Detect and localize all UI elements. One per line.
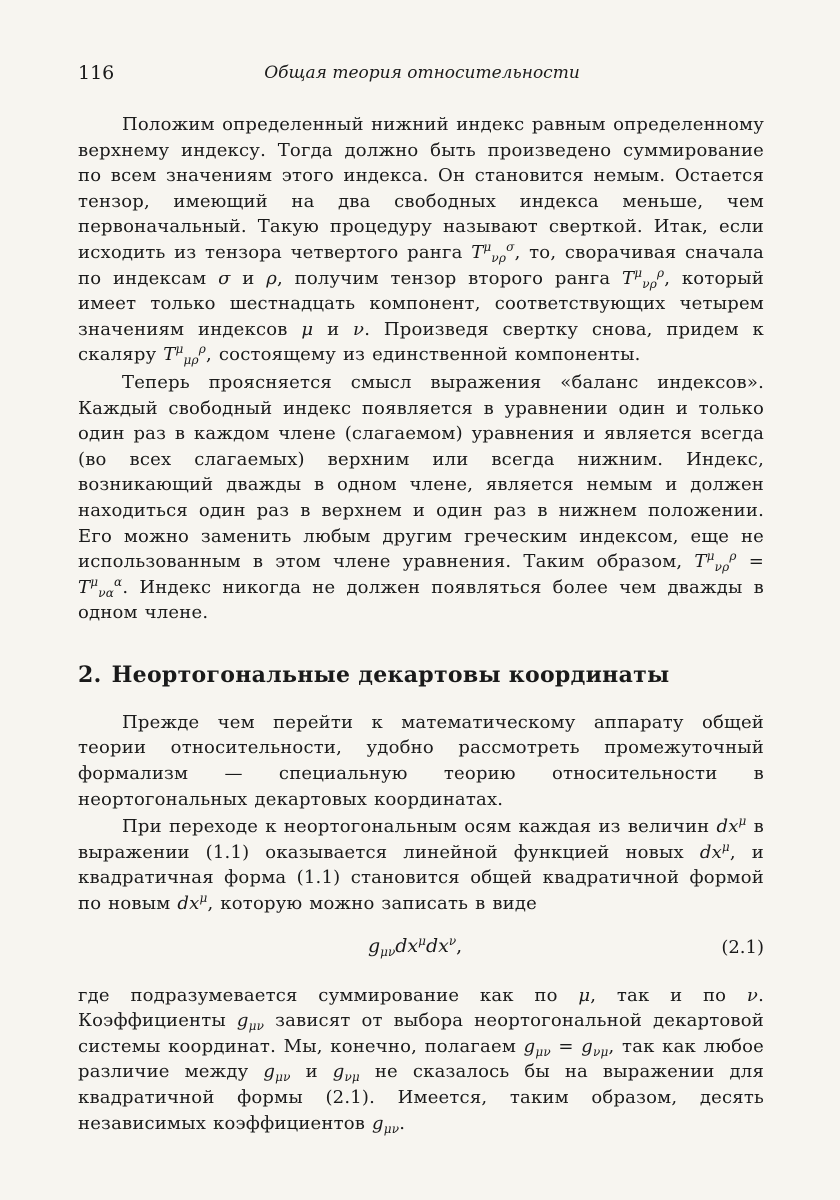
tensor-T-4th-rank: $T^\mu_{\nu\rho}^\sigma$ bbox=[471, 239, 515, 265]
equation-number: (2.1) bbox=[721, 936, 764, 958]
running-title: Общая теория относительности bbox=[264, 63, 580, 83]
page-body bbox=[78, 112, 764, 1136]
paragraph-index-balance: Теперь проясняется смысл выражения «баланс индексов». Каждый свободный индекс появляется в уравнении один и только один раз в каждом члене (слагаемом) уравнения и является всегда (во всех слагаемых) верхним или всегда нижним. Индекс, возникающий дважды в одном члене, является немым и должен находиться один раз в верхнем и один раз в нижнем положении. Его можно заменить любым другим греческим индексом, еще не использованным в этом члене уравнения. Таким образом, $T^\mu_{\nu\rho}^\rho = T^\mu_{\nu\alpha}^\alpha$. Индекс никогда не должен появляться более чем дважды в одном члене. bbox=[78, 371, 764, 624]
paragraph-quadratic-form: При переходе к неортогональным осям каждая из величин $dx^\mu$ в выражении (1.1) оказывается линейной функцией новых $dx^\mu$, и квадратичная форма (1.1) становится общей квадратичной формой по новым $dx^\mu$, которую можно записать в виде bbox=[78, 814, 765, 915]
paragraph-coefficients: где подразумевается суммирование как по μ, так и по ν. Коэффициенты $g_{\mu\nu}$ зависят от выбора неортогональной декартовой системы координат. Мы, конечно, полагаем $g_{\mu\nu} = g_{\nu\mu}$, так как любое различие между $g_{\mu\nu}$ и $g_{\nu\mu}$ не сказалось бы на выражении для квадратичной формы (2.1). Имеется, таким образом, десять независимых коэффициентов $g_{\mu\nu}$. bbox=[78, 984, 765, 1136]
tensor-T-2nd-rank: $T^\mu_{\nu\rho}^\rho$ bbox=[621, 265, 665, 291]
page-number: 116 bbox=[78, 62, 115, 84]
scalar-T: $T^\mu_{\mu\rho}^\rho$ bbox=[163, 342, 207, 368]
paragraph-intro: Прежде чем перейти к математическому аппарату общей теории относительности, удобно рассмотреть промежуточный формализм — специальную теорию относительности в неортогональных декартовых координатах. bbox=[78, 711, 764, 810]
equation-2-1 bbox=[78, 929, 764, 973]
section-heading: 2. Неортогональные декартовы координаты bbox=[78, 661, 670, 688]
dummy-index-equation: $T^\mu_{\nu\rho}^\rho = T^\mu_{\nu\alpha}^\alpha$ bbox=[78, 549, 764, 600]
equation-expression: $g_{\mu\nu}dx^\mu dx^\nu$, bbox=[368, 933, 463, 959]
paragraph-contraction: Положим определенный нижний индекс равным определенному верхнему индексу. Тогда должно быть произведено суммирование по всем значениям этого индекса. Он становится немым. Остается тензор, имеющий на два свободных индекса меньше, чем первоначальный. Такую процедуру называют сверткой. Итак, если исходить из тензора четвертого ранга $T^\mu_{\nu\rho}^\sigma$, то, сворачивая сначала по индексам σ и ρ, получим тензор второго ранга $T^\mu_{\nu\rho}^\rho$, который имеет только шестнадцать компонент, соответствующих четырем значениям индексов μ и ν. Произведя свертку снова, придем к скаляру $T^\mu_{\mu\rho}^\rho$, состоящему из единственной компоненты. bbox=[78, 114, 764, 368]
page-header bbox=[78, 62, 766, 92]
